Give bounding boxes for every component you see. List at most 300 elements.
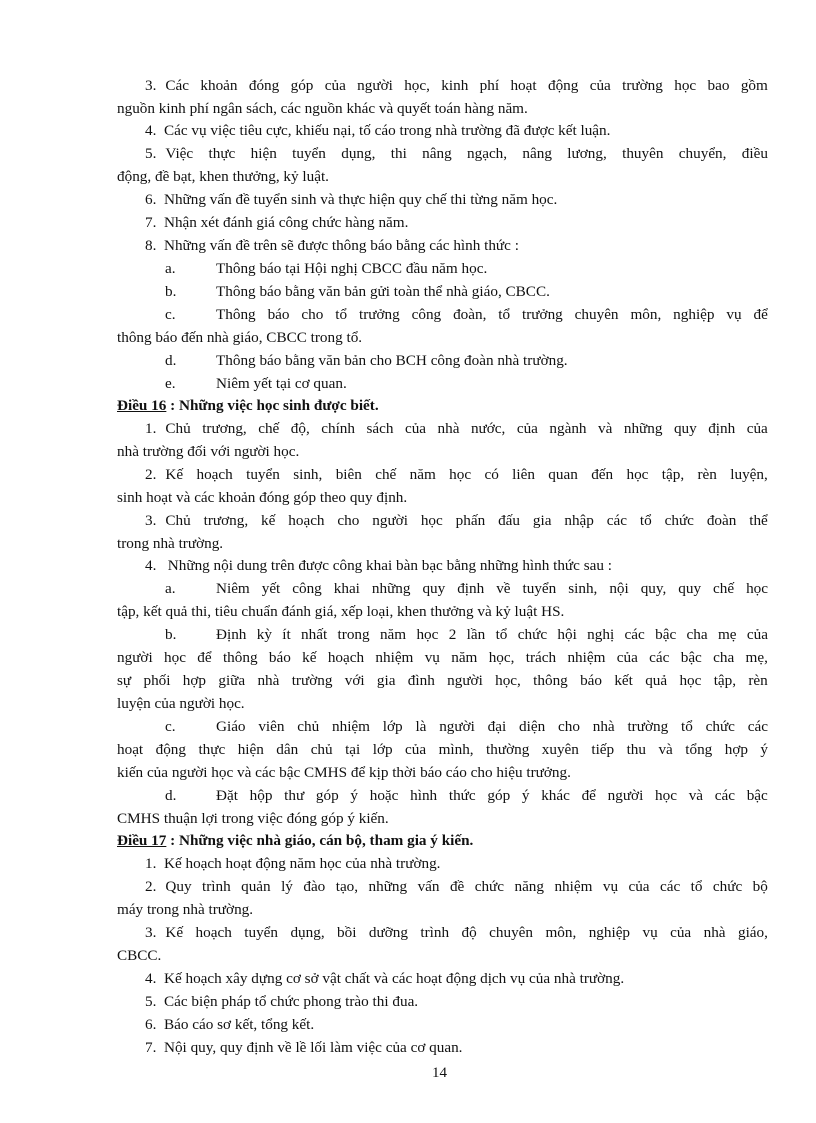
word: người bbox=[357, 77, 393, 94]
word: ngạch, bbox=[467, 145, 508, 162]
word: của bbox=[516, 420, 538, 437]
word: phấn bbox=[455, 512, 486, 529]
word: người bbox=[372, 512, 408, 529]
word: tổng bbox=[685, 741, 713, 758]
list-item-7 bbox=[145, 213, 408, 233]
item-text bbox=[216, 786, 768, 806]
word: báo bbox=[580, 672, 603, 689]
word: chủ bbox=[310, 741, 333, 758]
word: người bbox=[117, 649, 153, 666]
word: vụ bbox=[726, 306, 742, 323]
word: ngành bbox=[549, 420, 587, 437]
word: lương, bbox=[567, 145, 607, 162]
item-number: 3. bbox=[145, 77, 157, 94]
word: phí bbox=[479, 77, 500, 94]
item-letter: a. bbox=[165, 260, 176, 277]
word: cho bbox=[337, 512, 360, 529]
item-text: Báo cáo sơ kết, tổng kết. bbox=[163, 1016, 315, 1033]
word: trình bbox=[420, 924, 450, 941]
word: và bbox=[598, 420, 613, 437]
word: chủ bbox=[297, 718, 320, 735]
word: góp bbox=[290, 77, 314, 94]
word: hộp bbox=[249, 787, 273, 804]
word: vấn bbox=[417, 878, 440, 895]
word: quy, bbox=[640, 580, 667, 597]
word: báo bbox=[268, 649, 291, 666]
word: dân bbox=[276, 741, 299, 758]
word: đoàn bbox=[706, 512, 737, 529]
word: Quy bbox=[165, 878, 192, 895]
word: khoản bbox=[200, 77, 238, 94]
word: của bbox=[616, 649, 638, 666]
word: học, bbox=[488, 649, 515, 666]
list-item-3-cont: CBCC. bbox=[117, 947, 162, 964]
word: trường bbox=[622, 77, 663, 94]
item-text bbox=[165, 144, 768, 164]
word: trưởng bbox=[358, 306, 400, 323]
item-text bbox=[216, 579, 768, 599]
word: học bbox=[746, 580, 768, 597]
word: các bbox=[624, 626, 645, 643]
item-text: Những nội dung trên được công khai bàn bạc bằng những hình thức sau : bbox=[167, 557, 612, 574]
word: mình, bbox=[438, 741, 474, 758]
word: nhiệm bbox=[375, 649, 414, 666]
word: trương, bbox=[203, 512, 249, 529]
article-label: Điều 17 bbox=[117, 832, 167, 849]
word: học bbox=[626, 466, 649, 483]
item-number: 6. bbox=[145, 1016, 157, 1033]
word: vụ bbox=[424, 649, 440, 666]
word: đào bbox=[303, 878, 326, 895]
list-item-2 bbox=[145, 877, 768, 897]
word: 2 bbox=[448, 626, 457, 643]
word: của bbox=[324, 77, 346, 94]
word: đề bbox=[449, 878, 465, 895]
word: tổ bbox=[690, 878, 703, 895]
word: tổ bbox=[680, 718, 693, 735]
word: để bbox=[581, 787, 596, 804]
word: nghiệp bbox=[673, 306, 715, 323]
word: góp bbox=[315, 787, 339, 804]
word: Đặt bbox=[216, 787, 238, 804]
word: lớp bbox=[372, 741, 393, 758]
word: có bbox=[484, 466, 499, 483]
item-number: 1. bbox=[145, 855, 157, 872]
word: phối bbox=[143, 672, 171, 689]
sub-item-a bbox=[165, 259, 487, 279]
word: của bbox=[405, 741, 427, 758]
item-text bbox=[216, 305, 768, 325]
word: bậc bbox=[680, 649, 702, 666]
word: của bbox=[670, 924, 692, 941]
word: sinh, bbox=[568, 580, 598, 597]
word: ý bbox=[521, 787, 530, 804]
word: độ bbox=[461, 924, 477, 941]
list-item-8 bbox=[145, 236, 519, 256]
word: người bbox=[607, 787, 644, 804]
word: của bbox=[589, 77, 611, 94]
word: bao bbox=[707, 77, 730, 94]
word: đình bbox=[407, 672, 435, 689]
word: kế bbox=[261, 512, 276, 529]
word: cho bbox=[557, 718, 580, 735]
word: chuyên bbox=[574, 306, 619, 323]
list-item-3 bbox=[145, 923, 768, 943]
item-text: Nội quy, quy định về lề lối làm việc của cơ quan. bbox=[163, 1039, 463, 1056]
item-number: 4. bbox=[145, 557, 157, 574]
word: những bbox=[371, 580, 411, 597]
word: đấu bbox=[498, 512, 520, 529]
word: đoàn, bbox=[453, 306, 487, 323]
word: tạo, bbox=[335, 878, 359, 895]
word: nhiệm bbox=[332, 718, 370, 735]
word: khai bbox=[333, 580, 360, 597]
item-number: 5. bbox=[145, 993, 157, 1010]
word: trương, bbox=[202, 420, 247, 437]
word: nhất bbox=[301, 626, 328, 643]
word: bồi bbox=[337, 924, 357, 941]
word: kết bbox=[614, 672, 633, 689]
sub-item-d-cont: CMHS thuận lợi trong việc đóng góp ý kiến. bbox=[117, 810, 389, 827]
item-letter: e. bbox=[165, 375, 176, 392]
item-number: 6. bbox=[145, 191, 157, 208]
word: thường bbox=[486, 741, 530, 758]
list-item-3 bbox=[145, 76, 768, 96]
item-text: Các vụ việc tiêu cực, khiếu nại, tố cáo trong nhà trường đã được kết luận. bbox=[163, 122, 611, 139]
word: tổ bbox=[495, 626, 508, 643]
word: học bbox=[164, 649, 186, 666]
word: tổ bbox=[639, 512, 652, 529]
list-item-2 bbox=[145, 465, 768, 485]
word: môn, bbox=[630, 306, 662, 323]
list-item-6 bbox=[145, 190, 557, 210]
item-number: 4. bbox=[145, 970, 157, 987]
word: và bbox=[658, 741, 673, 758]
word: độ, bbox=[290, 420, 310, 437]
item-text bbox=[165, 76, 768, 96]
word: năm bbox=[451, 649, 478, 666]
word: liên bbox=[512, 466, 535, 483]
item-letter: d. bbox=[165, 352, 177, 369]
list-item-4 bbox=[145, 556, 612, 576]
word: nhà bbox=[437, 420, 460, 437]
word: lớp bbox=[382, 718, 403, 735]
word: Thông bbox=[216, 306, 256, 323]
sub-item-b-cont bbox=[117, 648, 768, 668]
word: chức bbox=[517, 626, 548, 643]
word: Chủ bbox=[165, 512, 191, 529]
sub-item-d bbox=[165, 786, 768, 806]
word: mẹ, bbox=[745, 649, 768, 666]
word: đến bbox=[591, 466, 614, 483]
word: gia bbox=[376, 672, 396, 689]
word: dụng, bbox=[290, 924, 325, 941]
word: Niêm bbox=[216, 580, 250, 597]
word: học bbox=[655, 787, 677, 804]
article-17-heading bbox=[117, 831, 473, 851]
word: những bbox=[623, 420, 663, 437]
word: Chủ bbox=[165, 420, 191, 437]
sub-item-c-cont bbox=[117, 740, 768, 760]
word: của bbox=[746, 420, 768, 437]
word: nhiệm bbox=[554, 878, 593, 895]
item-text bbox=[165, 465, 768, 485]
word: môn, bbox=[545, 924, 577, 941]
word: trách bbox=[525, 649, 557, 666]
word: ý bbox=[350, 787, 359, 804]
list-item-3-cont: trong nhà trường. bbox=[117, 535, 224, 552]
word: công bbox=[411, 306, 442, 323]
word: động bbox=[547, 77, 579, 94]
word: định bbox=[457, 580, 485, 597]
list-item-2-cont: sinh hoạt và các khoản đóng góp theo quy định. bbox=[117, 489, 408, 506]
word: học bbox=[449, 466, 472, 483]
sub-item-c-cont: thông báo đến nhà giáo, CBCC trong tổ. bbox=[117, 329, 363, 346]
word: thực bbox=[208, 145, 236, 162]
item-text: Kế hoạch xây dựng cơ sở vật chất và các hoạt động dịch vụ của nhà trường. bbox=[163, 970, 625, 987]
sub-item-d bbox=[165, 351, 568, 371]
word: tập, bbox=[661, 466, 685, 483]
article-title: : Những việc học sinh được biết. bbox=[166, 397, 379, 414]
sub-item-b bbox=[165, 282, 550, 302]
word: Kế bbox=[165, 466, 184, 483]
word: kế bbox=[302, 649, 317, 666]
item-number: 8. bbox=[145, 237, 157, 254]
list-item-2-cont: máy trong nhà trường. bbox=[117, 901, 254, 918]
word: thuyên bbox=[622, 145, 664, 162]
word: chức bbox=[474, 878, 505, 895]
word: đóng bbox=[248, 77, 280, 94]
word: để bbox=[197, 649, 212, 666]
word: trưởng bbox=[522, 306, 563, 323]
word: học bbox=[674, 77, 697, 94]
item-text: Niêm yết tại cơ quan. bbox=[216, 375, 347, 392]
word: điều bbox=[741, 145, 768, 162]
page-number: 14 bbox=[432, 1065, 447, 1081]
item-number: 7. bbox=[145, 1039, 157, 1056]
word: bộ bbox=[752, 878, 768, 895]
item-text: Thông báo tại Hội nghị CBCC đầu năm học. bbox=[216, 260, 488, 277]
item-text: Những vấn đề trên sẽ được thông báo bằng các hình thức : bbox=[163, 237, 519, 254]
word: của bbox=[628, 878, 650, 895]
word: rèn bbox=[697, 466, 717, 483]
item-text bbox=[165, 511, 768, 531]
word: chế bbox=[258, 420, 280, 437]
word: nhập bbox=[564, 512, 594, 529]
item-number: 1. bbox=[145, 420, 157, 437]
word: đại bbox=[487, 718, 507, 735]
word: tổ bbox=[498, 306, 511, 323]
item-number: 7. bbox=[145, 214, 157, 231]
item-letter: c. bbox=[165, 306, 176, 323]
word: nghị bbox=[587, 626, 615, 643]
word: cha bbox=[686, 626, 708, 643]
item-letter: c. bbox=[165, 718, 176, 735]
word: cha bbox=[713, 649, 735, 666]
article-16-heading bbox=[117, 396, 379, 416]
word: học bbox=[420, 512, 443, 529]
word: hiện bbox=[237, 741, 264, 758]
word: Định bbox=[216, 626, 247, 643]
word: để bbox=[753, 306, 768, 323]
word: giáo, bbox=[737, 924, 768, 941]
word: chuyên bbox=[489, 924, 533, 941]
word: yết bbox=[261, 580, 281, 597]
list-item-6 bbox=[145, 1015, 314, 1035]
word: thư bbox=[284, 787, 305, 804]
word: hoạch bbox=[195, 924, 232, 941]
word: bậc bbox=[655, 626, 677, 643]
list-item-3 bbox=[145, 511, 768, 531]
item-text bbox=[216, 625, 768, 645]
item-number: 4. bbox=[145, 122, 157, 139]
word: người bbox=[439, 718, 475, 735]
word: hiện bbox=[250, 145, 277, 162]
article-title: : Những việc nhà giáo, cán bộ, tham gia ý kiến. bbox=[166, 832, 474, 849]
word: ý bbox=[760, 741, 768, 758]
word: gồm bbox=[740, 77, 768, 94]
word: kỳ bbox=[256, 626, 272, 643]
word: công bbox=[292, 580, 322, 597]
word: trình bbox=[201, 878, 231, 895]
word: biên bbox=[335, 466, 362, 483]
word: là bbox=[415, 718, 427, 735]
word: dụng, bbox=[341, 145, 376, 162]
word: các bbox=[649, 649, 670, 666]
sub-item-b-cont bbox=[117, 671, 768, 691]
word: hợp bbox=[724, 741, 748, 758]
word: học bbox=[416, 626, 439, 643]
word: trong bbox=[337, 626, 370, 643]
word: hoạch bbox=[327, 649, 365, 666]
word: luyện, bbox=[730, 466, 768, 483]
list-item-5 bbox=[145, 992, 418, 1012]
word: động bbox=[155, 741, 186, 758]
word: chính bbox=[321, 420, 355, 437]
word: bậc bbox=[746, 787, 768, 804]
word: quy bbox=[673, 420, 697, 437]
word: năm bbox=[379, 626, 407, 643]
list-item-5 bbox=[145, 144, 768, 164]
item-text: Các biện pháp tổ chức phong trào thi đua. bbox=[163, 993, 419, 1010]
word: tổ bbox=[335, 306, 348, 323]
sub-item-c bbox=[165, 305, 768, 325]
word: Kế bbox=[165, 924, 184, 941]
item-text bbox=[216, 717, 768, 737]
word: mẹ bbox=[717, 626, 737, 643]
word: thu bbox=[626, 741, 646, 758]
word: của bbox=[746, 626, 768, 643]
word: các bbox=[714, 787, 735, 804]
word: nhà bbox=[257, 672, 280, 689]
word: nội bbox=[609, 580, 629, 597]
word: học, bbox=[404, 77, 430, 94]
word: thi bbox=[390, 145, 407, 162]
item-text bbox=[165, 877, 768, 897]
word: ít bbox=[282, 626, 291, 643]
word: tại bbox=[345, 741, 361, 758]
list-item-7 bbox=[145, 1038, 462, 1058]
word: thực bbox=[198, 741, 226, 758]
word: các bbox=[659, 878, 681, 895]
word: Giáo bbox=[216, 718, 246, 735]
word: quy bbox=[678, 580, 702, 597]
word: hoặc bbox=[369, 787, 399, 804]
word: người bbox=[447, 672, 483, 689]
word: gia bbox=[532, 512, 552, 529]
item-text: Kế hoạch hoạt động năm học của nhà trường. bbox=[163, 855, 441, 872]
sub-item-b bbox=[165, 625, 768, 645]
word: vụ bbox=[602, 878, 619, 895]
article-label: Điều 16 bbox=[117, 397, 167, 414]
word: nhà bbox=[592, 718, 615, 735]
word: xuyên bbox=[541, 741, 579, 758]
word: nâng bbox=[522, 145, 552, 162]
sub-item-c bbox=[165, 717, 768, 737]
word: trường bbox=[291, 672, 333, 689]
item-text bbox=[165, 419, 768, 439]
word: rèn bbox=[748, 672, 768, 689]
item-number: 5. bbox=[145, 145, 157, 162]
word: quản bbox=[241, 878, 271, 895]
word: với bbox=[344, 672, 365, 689]
word: tuyển bbox=[522, 580, 557, 597]
word: quy bbox=[422, 580, 446, 597]
word: hoạt bbox=[510, 77, 537, 94]
word: lần bbox=[466, 626, 486, 643]
word: hoạch bbox=[288, 512, 325, 529]
word: nhiệm bbox=[567, 649, 606, 666]
word: và bbox=[688, 787, 704, 804]
word: các bbox=[747, 718, 768, 735]
item-letter: a. bbox=[165, 580, 176, 597]
sub-item-e bbox=[165, 374, 347, 394]
item-text bbox=[165, 923, 768, 943]
word: tuyển bbox=[292, 145, 326, 162]
sub-item-a-cont: tập, kết quả thi, tiêu chuẩn đánh giá, xếp loại, khen thưởng và kỷ luật HS. bbox=[117, 603, 565, 620]
list-item-3-cont: nguồn kinh phí ngân sách, các nguồn khác và quyết toán hàng năm. bbox=[117, 100, 528, 117]
word: tập, bbox=[713, 672, 737, 689]
word: quả bbox=[645, 672, 668, 689]
word: chức bbox=[705, 718, 735, 735]
word: Việc bbox=[165, 145, 194, 162]
word: hoạt bbox=[117, 741, 144, 758]
item-number: 3. bbox=[145, 512, 157, 529]
word: của bbox=[404, 420, 427, 437]
word: vụ bbox=[642, 924, 658, 941]
word: kinh bbox=[441, 77, 469, 94]
word: thể bbox=[749, 512, 768, 529]
item-text: Thông báo bằng văn bản gửi toàn thể nhà giáo, CBCC. bbox=[216, 283, 550, 300]
word: dưỡng bbox=[368, 924, 408, 941]
word: học, bbox=[495, 672, 521, 689]
list-item-4 bbox=[145, 121, 610, 141]
sub-item-c-cont: kiến của người học và các bậc CMHS để kịp thời báo cáo cho hiệu trưởng. bbox=[117, 764, 571, 781]
list-item-1 bbox=[145, 419, 768, 439]
list-item-4 bbox=[145, 969, 624, 989]
word: chức bbox=[712, 878, 743, 895]
word: các bbox=[606, 512, 627, 529]
word: tuyển bbox=[246, 466, 280, 483]
sub-item-b-cont: luyện của người học. bbox=[117, 695, 245, 712]
word: học bbox=[679, 672, 702, 689]
word: nhà bbox=[703, 924, 726, 941]
list-item-5-cont: động, đề bạt, khen thưởng, kỷ luật. bbox=[117, 168, 329, 185]
word: nghiệp bbox=[588, 924, 631, 941]
word: sách bbox=[366, 420, 394, 437]
word: sự bbox=[117, 672, 132, 689]
item-text: Những vấn đề tuyển sinh và thực hiện quy chế thi từng năm học. bbox=[163, 191, 558, 208]
